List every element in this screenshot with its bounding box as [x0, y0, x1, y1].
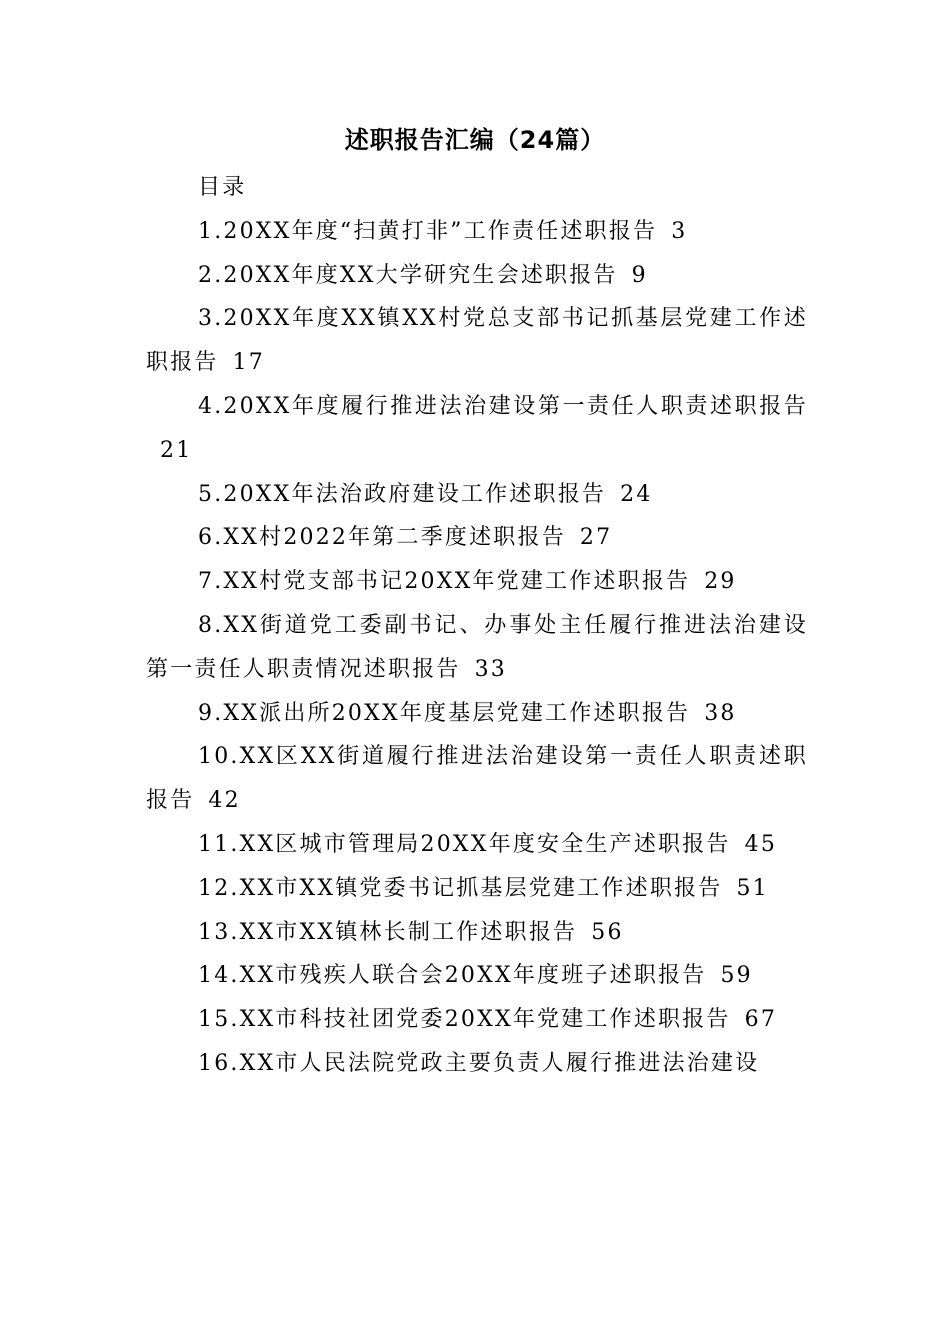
toc-entry[interactable] [146, 604, 808, 692]
toc-entry-title: 11.XX区城市管理局20XX年度安全生产述职报告 [198, 831, 731, 857]
toc-entry-page: 17 [232, 350, 266, 376]
toc-entry-title: 7.XX村党支部书记20XX年党建工作述职报告 [198, 569, 691, 595]
toc-entry[interactable] [146, 867, 808, 911]
toc-entry-title: 3.20XX年度XX镇XX村党总支部书记抓基层党建工作述职报告 [146, 306, 808, 376]
toc-entry-title: 8.XX街道党工委副书记、办事处主任履行推进法治建设第一责任人职责情况述职报告 [146, 612, 808, 682]
toc-entry-page: 51 [736, 875, 769, 901]
toc-entry[interactable] [146, 254, 808, 298]
toc-entry-page: 21 [160, 437, 193, 463]
toc-entry-title: 13.XX市XX镇林长制工作述职报告 [198, 919, 578, 945]
toc-entry-page: 3 [671, 218, 688, 244]
toc-entry-page: 42 [208, 788, 241, 814]
toc-entry[interactable] [146, 954, 808, 998]
toc-entry-page: 38 [704, 700, 737, 726]
toc-entry[interactable] [146, 473, 808, 517]
toc-entry-title: 14.XX市残疾人联合会20XX年度班子述职报告 [198, 963, 707, 989]
toc-entry[interactable] [146, 692, 808, 736]
table-of-contents [146, 166, 808, 1086]
toc-entry[interactable] [146, 210, 808, 254]
toc-entry-title: 15.XX市科技社团党委20XX年党建工作述职报告 [198, 1007, 731, 1033]
toc-entry-title: 9.XX派出所20XX年度基层党建工作述职报告 [198, 700, 691, 726]
toc-entry[interactable] [146, 735, 808, 823]
toc-heading: 目录 [198, 175, 247, 200]
toc-entry-page: 33 [474, 656, 508, 682]
toc-entry[interactable] [146, 911, 808, 955]
toc-entry[interactable] [146, 297, 808, 385]
toc-entry-title: 2.20XX年度XX大学研究生会述职报告 [198, 262, 618, 288]
toc-entry-page: 27 [579, 525, 613, 551]
toc-entry-page: 45 [744, 831, 778, 857]
toc-entry[interactable] [146, 516, 808, 560]
toc-entry-title: 6.XX村2022年第二季度述职报告 [198, 525, 566, 551]
toc-entry-page: 67 [744, 1007, 778, 1033]
toc-entry-title: 12.XX市XX镇党委书记抓基层党建工作述职报告 [198, 875, 723, 901]
toc-entry-page: 29 [704, 569, 737, 595]
toc-entry-title: 1.20XX年度“扫黄打非”工作责任述职报告 [198, 218, 658, 244]
toc-entry[interactable] [146, 560, 808, 604]
document-title: 述职报告汇编（24篇） [344, 126, 606, 154]
toc-entry-title: 5.20XX年法治政府建设工作述职报告 [198, 481, 607, 507]
toc-entry[interactable] [146, 998, 808, 1042]
toc-entry[interactable] [146, 385, 808, 473]
toc-entry-title: 10.XX区XX街道履行推进法治建设第一责任人职责述职报告 [146, 744, 808, 814]
toc-entry-page: 59 [720, 963, 753, 989]
toc-entry-title: 16.XX市人民法院党政主要负责人履行推进法治建设 [198, 1050, 760, 1076]
toc-entry-page: 24 [620, 481, 653, 507]
toc-entry-page: 56 [591, 919, 624, 945]
toc-entry[interactable] [146, 1042, 808, 1086]
toc-entry-title: 4.20XX年度履行推进法治建设第一责任人职责述职报告 [198, 393, 808, 419]
toc-entry[interactable] [146, 823, 808, 867]
toc-entry-page: 9 [631, 262, 648, 288]
